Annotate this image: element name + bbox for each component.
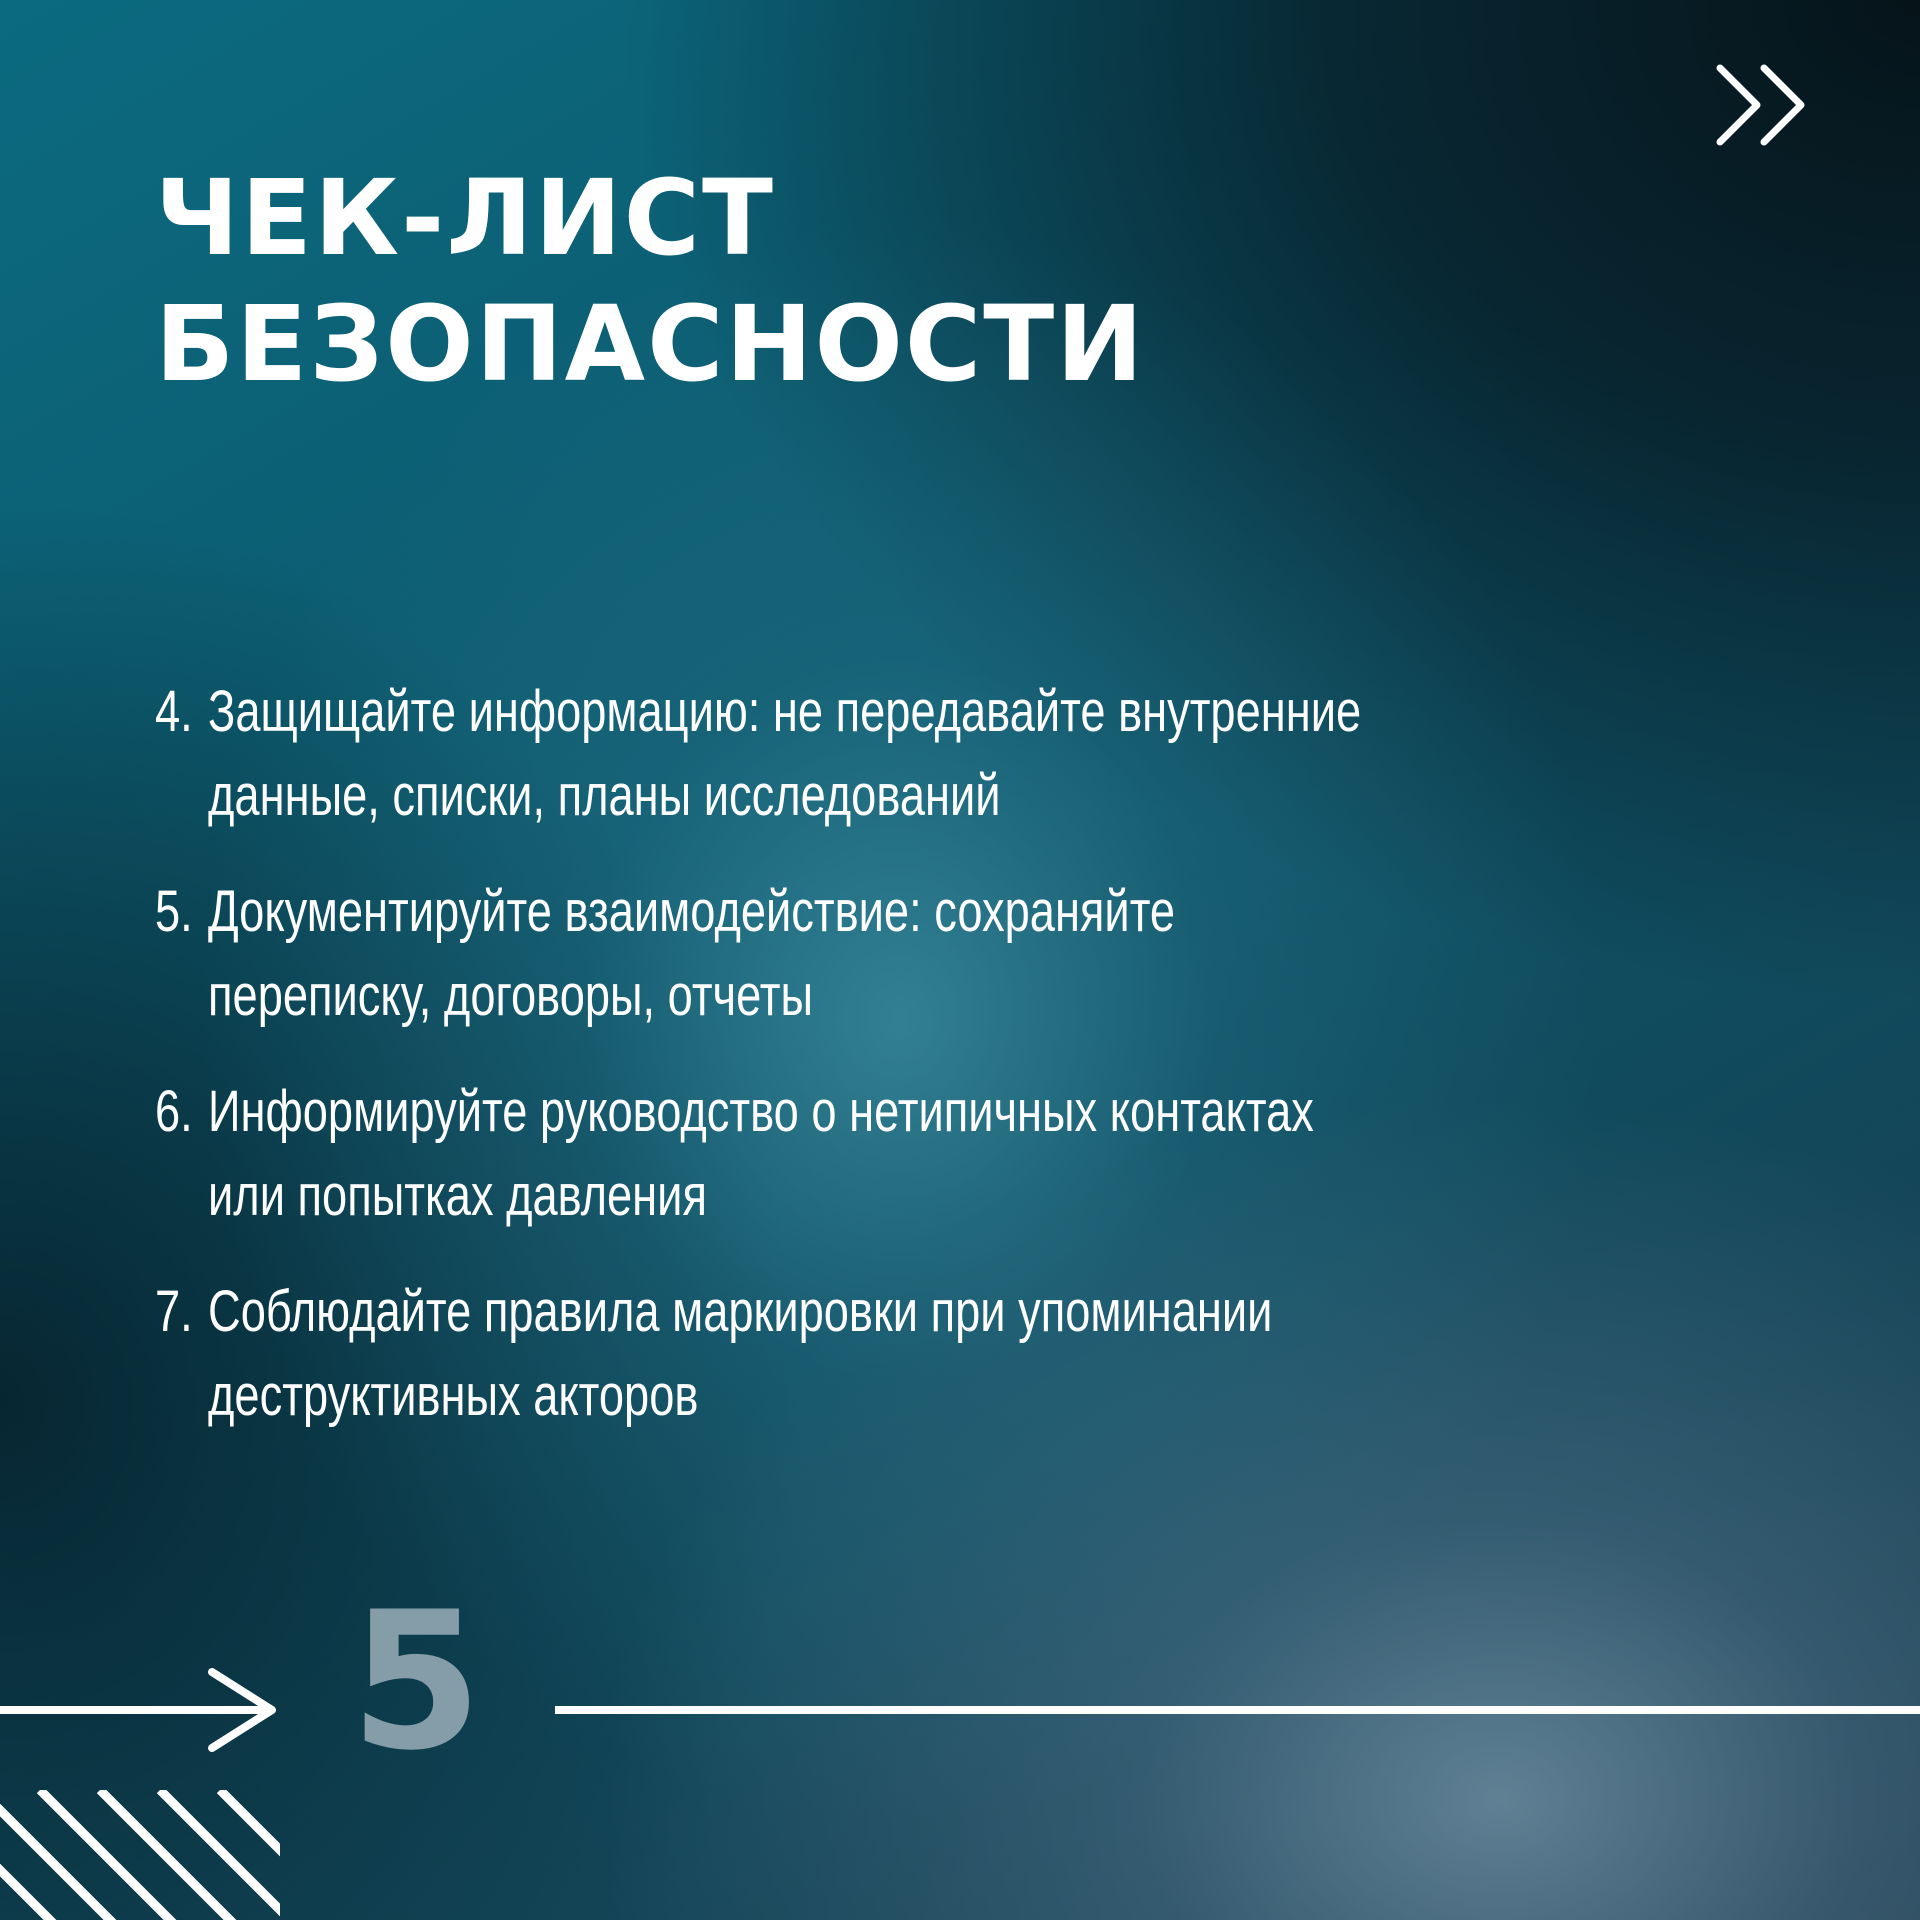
page-number: 5 — [350, 1571, 483, 1792]
list-item-text: Информируйте руководство о нетипичных контактах или попытках давления — [208, 1079, 1314, 1228]
list-item — [155, 870, 1372, 1038]
list-item-text: Соблюдайте правила маркировки при упоминании деструктивных акторов — [208, 1279, 1273, 1428]
list-item-number: 7. — [155, 1279, 193, 1344]
bottom-decoration — [0, 1640, 1920, 1920]
arrow-right-icon — [0, 1672, 272, 1748]
list-item — [155, 1270, 1372, 1438]
list-item-text: Документируйте взаимодействие: сохраняйте переписку, договоры, отчеты — [208, 879, 1176, 1028]
list-item-number: 6. — [155, 1079, 193, 1144]
double-chevron-right-icon[interactable] — [1712, 60, 1812, 150]
title-line-1: ЧЕК-ЛИСТ — [155, 157, 775, 279]
diagonal-stripes-pattern — [0, 1790, 370, 1920]
list-item-text: Защищайте информацию: не передавайте внутренние данные, списки, планы исследований — [208, 679, 1362, 828]
list-item-number: 5. — [155, 879, 193, 944]
list-item — [155, 1070, 1372, 1238]
list-item — [155, 670, 1372, 838]
list-item-number: 4. — [155, 679, 193, 744]
title-line-2: БЕЗОПАСНОСТИ — [155, 283, 1146, 405]
page-title — [155, 155, 1145, 407]
checklist — [155, 670, 1372, 1470]
